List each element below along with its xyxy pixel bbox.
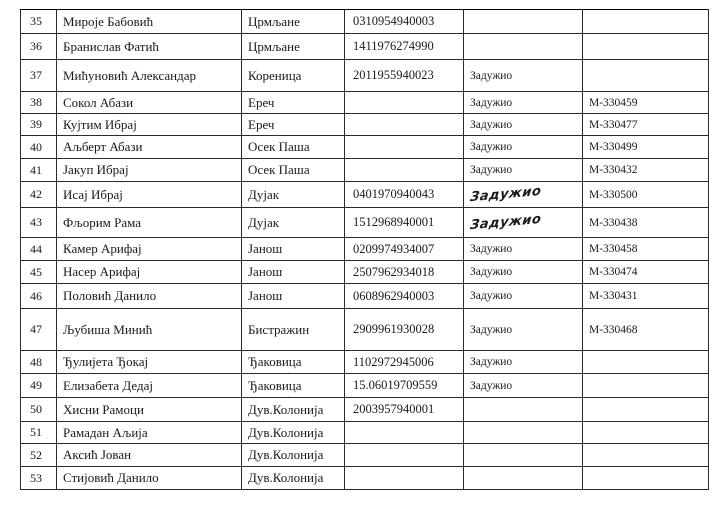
table-row <box>21 10 709 34</box>
place-name <box>242 34 345 60</box>
id-number-text: 2003957940001 <box>353 402 435 416</box>
status-cell-text: Задужио <box>470 69 513 82</box>
place-name <box>242 92 345 114</box>
place-name <box>242 238 345 261</box>
person-name <box>57 467 242 490</box>
id-number <box>345 284 464 309</box>
row-number-text: 49 <box>30 378 42 392</box>
code-cell <box>583 284 709 309</box>
code-cell <box>583 182 709 208</box>
code-cell <box>583 60 709 92</box>
row-number <box>21 398 57 422</box>
row-number <box>21 159 57 182</box>
row-number-text: 53 <box>30 470 42 485</box>
table-row <box>21 467 709 490</box>
code-cell-text: М-330499 <box>589 141 638 153</box>
id-number <box>345 374 464 398</box>
status-cell <box>464 92 583 114</box>
person-name-text: Фљорим Рама <box>63 214 142 230</box>
person-name <box>57 238 242 261</box>
status-cell-text: Задужио <box>470 96 513 109</box>
row-number-text: 42 <box>30 187 42 201</box>
person-name <box>57 159 242 182</box>
id-number-text: 0401970940043 <box>353 187 435 201</box>
person-name <box>57 10 242 34</box>
id-number <box>345 444 464 467</box>
status-cell-text: Задужио <box>470 141 513 153</box>
code-cell <box>583 309 709 351</box>
id-number-text: 0310954940003 <box>353 14 435 28</box>
place-name <box>242 284 345 309</box>
person-name-text: Камер Арифај <box>63 241 142 256</box>
handwritten-status: Задужио <box>469 183 543 206</box>
code-cell-text: М-330468 <box>589 323 638 336</box>
register-rows <box>21 10 709 490</box>
table-row <box>21 208 709 238</box>
place-name-text: Осек Паша <box>248 162 310 177</box>
table-row <box>21 309 709 351</box>
table-row <box>21 60 709 92</box>
code-cell <box>583 159 709 182</box>
place-name <box>242 182 345 208</box>
person-name-text: Ђулијета Ђокај <box>63 354 149 369</box>
status-cell <box>464 136 583 159</box>
id-number-text: 1411976274990 <box>353 39 434 53</box>
row-number-text: 47 <box>30 322 42 336</box>
person-name-text: Аљберт Абази <box>63 139 143 154</box>
person-name <box>57 422 242 444</box>
table-row <box>21 422 709 444</box>
row-number <box>21 261 57 284</box>
row-number-text: 48 <box>30 354 42 369</box>
code-cell <box>583 444 709 467</box>
place-name <box>242 444 345 467</box>
place-name <box>242 422 345 444</box>
row-number-text: 44 <box>30 241 42 256</box>
place-name-text: Ђаковица <box>248 354 302 369</box>
status-cell-text: Задужио <box>470 290 513 302</box>
code-cell <box>583 114 709 136</box>
person-name-text: Јакуп Ибрај <box>63 162 129 177</box>
person-name <box>57 351 242 374</box>
person-name <box>57 284 242 309</box>
person-name-text: Хисни Рамоци <box>63 401 144 417</box>
row-number-text: 37 <box>30 68 42 82</box>
place-name <box>242 261 345 284</box>
id-number <box>345 114 464 136</box>
status-cell <box>464 34 583 60</box>
place-name-text: Дув.Колонија <box>248 470 324 485</box>
row-number <box>21 10 57 34</box>
person-name-text: Елизабета Дедај <box>63 377 153 393</box>
row-number <box>21 467 57 490</box>
table-row <box>21 34 709 60</box>
table-row <box>21 398 709 422</box>
place-name <box>242 60 345 92</box>
id-number <box>345 261 464 284</box>
table-row <box>21 261 709 284</box>
status-cell <box>464 208 583 238</box>
row-number <box>21 351 57 374</box>
code-cell-text: М-330432 <box>589 164 638 176</box>
row-number-text: 45 <box>30 264 42 279</box>
id-number <box>345 159 464 182</box>
id-number-text: 2011955940023 <box>353 68 434 82</box>
place-name-text: Кореница <box>248 67 302 83</box>
row-number-text: 35 <box>30 14 42 28</box>
row-number <box>21 444 57 467</box>
table-row <box>21 159 709 182</box>
row-number-text: 38 <box>30 95 42 109</box>
status-cell <box>464 114 583 136</box>
row-number-text: 40 <box>30 139 42 154</box>
status-cell-text: Задужио <box>470 266 513 278</box>
place-name-text: Дув.Колонија <box>248 424 324 440</box>
place-name-text: Јанош <box>248 264 283 279</box>
place-name <box>242 10 345 34</box>
place-name <box>242 114 345 136</box>
row-number-text: 50 <box>30 402 42 416</box>
table-row <box>21 136 709 159</box>
row-number <box>21 208 57 238</box>
table-row <box>21 374 709 398</box>
id-number-text: 1102972945006 <box>353 354 434 369</box>
status-cell <box>464 238 583 261</box>
id-number <box>345 182 464 208</box>
table-row <box>21 351 709 374</box>
id-number <box>345 351 464 374</box>
status-cell <box>464 309 583 351</box>
row-number <box>21 136 57 159</box>
place-name <box>242 159 345 182</box>
table-row <box>21 444 709 467</box>
code-cell <box>583 10 709 34</box>
row-number-text: 39 <box>30 117 42 131</box>
code-cell <box>583 374 709 398</box>
person-name-text: Љубиша Минић <box>63 321 153 337</box>
row-number <box>21 114 57 136</box>
person-name-text: Насер Арифај <box>63 264 141 279</box>
person-name-text: Сокол Абази <box>63 94 134 110</box>
person-name <box>57 92 242 114</box>
register-table <box>20 9 709 490</box>
table-row <box>21 182 709 208</box>
row-number <box>21 34 57 60</box>
row-number <box>21 238 57 261</box>
person-name <box>57 182 242 208</box>
person-name-text: Аксић Јован <box>63 447 132 462</box>
place-name-text: Црмљане <box>248 13 300 29</box>
row-number <box>21 60 57 92</box>
status-cell <box>464 422 583 444</box>
person-name-text: Половић Данило <box>63 288 157 303</box>
place-name-text: Ђаковица <box>248 377 302 393</box>
status-cell <box>464 398 583 422</box>
table-row <box>21 238 709 261</box>
code-cell <box>583 398 709 422</box>
status-cell-text: Задужио <box>470 379 513 392</box>
id-number <box>345 60 464 92</box>
place-name-text: Дујак <box>248 186 280 202</box>
place-name-text: Дујак <box>248 214 280 230</box>
person-name <box>57 261 242 284</box>
status-cell <box>464 261 583 284</box>
place-name-text: Дув.Колонија <box>248 401 324 417</box>
id-number <box>345 422 464 444</box>
code-cell <box>583 238 709 261</box>
person-name <box>57 60 242 92</box>
status-cell <box>464 444 583 467</box>
code-cell <box>583 208 709 238</box>
id-number-text: 2507962934018 <box>353 264 435 279</box>
status-cell <box>464 284 583 309</box>
code-cell-text: М-330431 <box>589 290 638 302</box>
row-number <box>21 182 57 208</box>
person-name <box>57 136 242 159</box>
id-number <box>345 92 464 114</box>
id-number <box>345 34 464 60</box>
person-name-text: Исај Ибрај <box>63 186 123 202</box>
person-name-text: Бранислав Фатић <box>63 38 159 54</box>
person-name-text: Мироје Бабовић <box>63 13 154 29</box>
code-cell-text: М-330459 <box>589 96 638 109</box>
code-cell <box>583 92 709 114</box>
place-name-text: Јанош <box>248 288 283 303</box>
person-name <box>57 309 242 351</box>
place-name <box>242 467 345 490</box>
code-cell <box>583 34 709 60</box>
code-cell <box>583 467 709 490</box>
id-number <box>345 208 464 238</box>
code-cell <box>583 422 709 444</box>
place-name <box>242 309 345 351</box>
row-number <box>21 92 57 114</box>
id-number <box>345 398 464 422</box>
table-row <box>21 114 709 136</box>
id-number <box>345 467 464 490</box>
id-number-text: 1512968940001 <box>353 215 435 229</box>
person-name-text: Мићуновић Александар <box>63 67 196 83</box>
code-cell <box>583 136 709 159</box>
row-number-text: 46 <box>30 288 42 303</box>
id-number-text: 15.06019709559 <box>353 378 438 392</box>
person-name-text: Кујтим Ибрај <box>63 116 137 132</box>
id-number <box>345 136 464 159</box>
place-name-text: Дув.Колонија <box>248 447 324 462</box>
place-name-text: Ереч <box>248 116 275 132</box>
status-cell-text: Задужио <box>470 118 513 131</box>
place-name <box>242 374 345 398</box>
row-number <box>21 284 57 309</box>
code-cell-text: М-330438 <box>589 216 638 229</box>
row-number-text: 36 <box>30 39 42 53</box>
id-number-text: 0608962940003 <box>353 288 435 303</box>
id-number <box>345 238 464 261</box>
person-name <box>57 114 242 136</box>
row-number-text: 41 <box>30 162 42 177</box>
code-cell-text: М-330477 <box>589 118 638 131</box>
status-cell <box>464 351 583 374</box>
person-name-text: Рамадан Аљија <box>63 424 148 440</box>
code-cell <box>583 351 709 374</box>
person-name <box>57 208 242 238</box>
place-name-text: Бистражин <box>248 321 310 337</box>
place-name <box>242 136 345 159</box>
status-cell <box>464 467 583 490</box>
status-cell <box>464 182 583 208</box>
register-sheet <box>20 9 708 490</box>
table-row <box>21 92 709 114</box>
person-name <box>57 444 242 467</box>
person-name <box>57 398 242 422</box>
status-cell-text: Задужио <box>470 243 513 255</box>
person-name-text: Стијовић Данило <box>63 470 159 485</box>
person-name <box>57 34 242 60</box>
place-name <box>242 398 345 422</box>
row-number <box>21 309 57 351</box>
status-cell-text: Задужио <box>470 164 513 176</box>
row-number-text: 51 <box>30 425 42 439</box>
place-name-text: Ереч <box>248 94 275 110</box>
code-cell-text: М-330458 <box>589 243 638 255</box>
id-number-text: 2909961930028 <box>353 322 435 336</box>
place-name-text: Осек Паша <box>248 139 310 154</box>
person-name <box>57 374 242 398</box>
code-cell <box>583 261 709 284</box>
row-number-text: 52 <box>30 447 42 462</box>
code-cell-text: М-330474 <box>589 266 638 278</box>
status-cell-text: Задужио <box>470 356 513 368</box>
status-cell-text: Задужио <box>470 323 513 336</box>
row-number <box>21 374 57 398</box>
handwritten-status: Задужио <box>469 211 543 234</box>
place-name <box>242 208 345 238</box>
place-name-text: Црмљане <box>248 38 300 54</box>
id-number-text: 0209974934007 <box>353 241 435 256</box>
status-cell <box>464 10 583 34</box>
code-cell-text: М-330500 <box>589 188 638 201</box>
row-number <box>21 422 57 444</box>
place-name-text: Јанош <box>248 241 283 256</box>
table-row <box>21 284 709 309</box>
id-number <box>345 10 464 34</box>
status-cell <box>464 374 583 398</box>
id-number <box>345 309 464 351</box>
status-cell <box>464 159 583 182</box>
row-number-text: 43 <box>30 215 42 229</box>
place-name <box>242 351 345 374</box>
status-cell <box>464 60 583 92</box>
